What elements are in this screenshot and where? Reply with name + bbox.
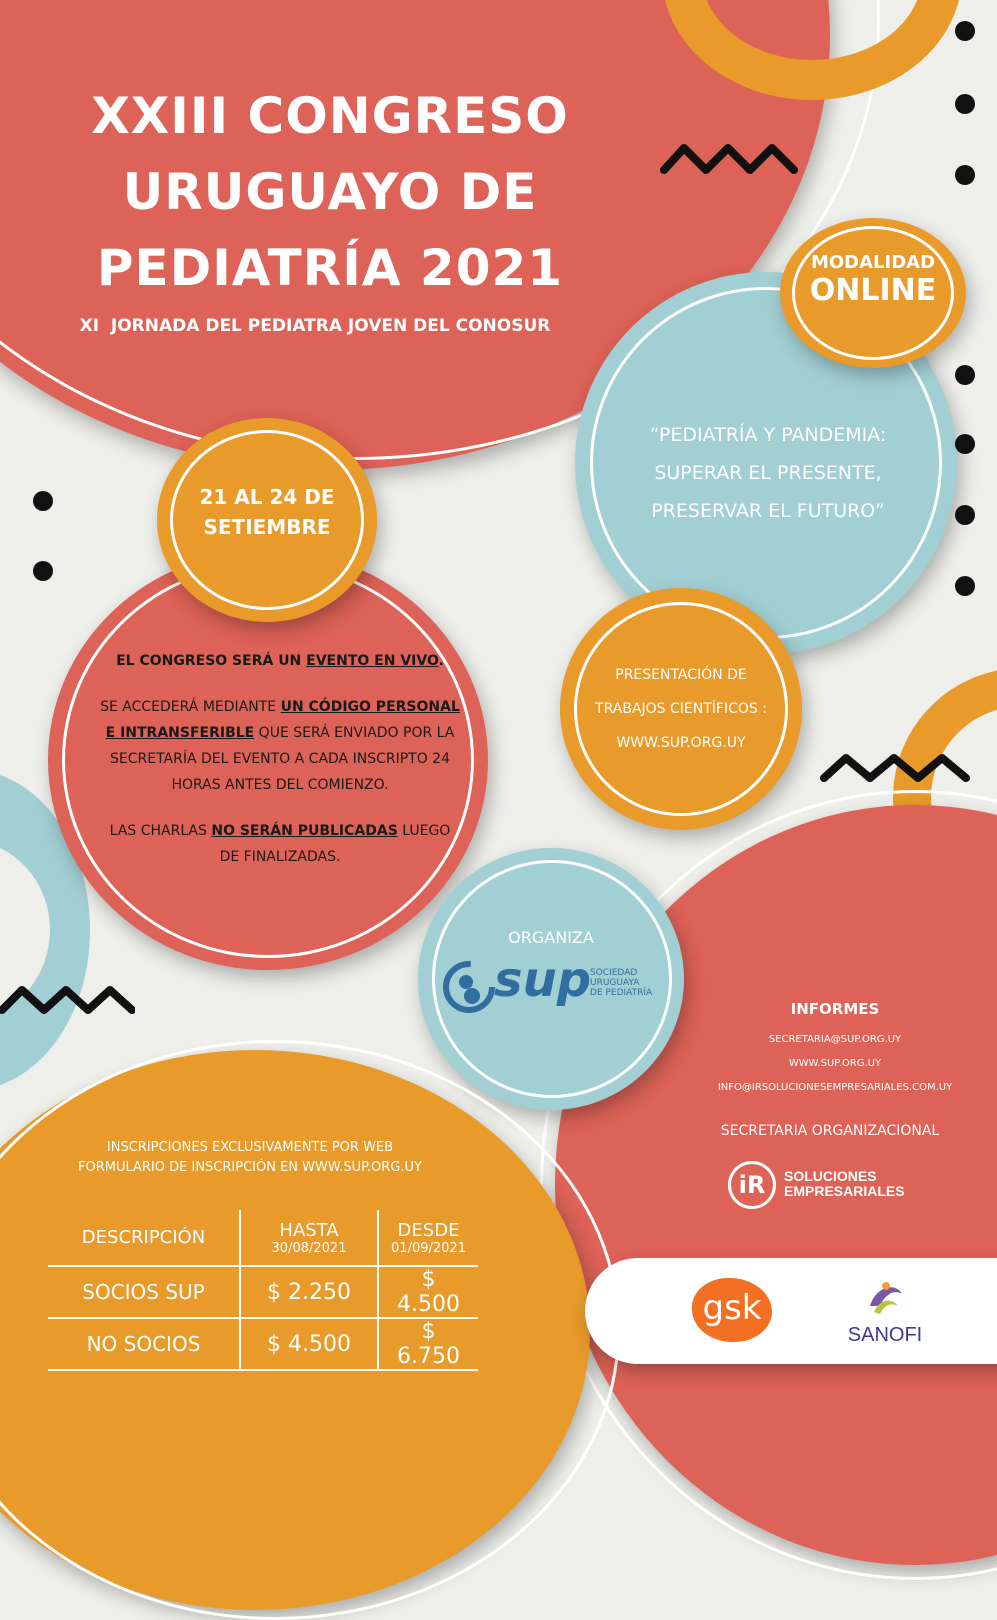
col-hasta-date: 30/08/2021 — [271, 1240, 347, 1256]
sanofi-logo-text: SANOFI — [847, 1324, 923, 1346]
row-desde: $ 6.750 — [397, 1319, 460, 1369]
ir-logo-name — [784, 1169, 905, 1199]
info-paragraph-3 — [100, 818, 460, 870]
sanofi-bird-icon — [862, 1276, 910, 1318]
secretaria-title: SECRETARIA ORGANIZACIONAL — [720, 1123, 940, 1139]
organiza-label: ORGANIZA — [508, 928, 594, 947]
dot — [955, 434, 975, 454]
table-row — [48, 1318, 478, 1370]
info-p1-c: . — [438, 653, 444, 669]
row-desc: SOCIOS SUP — [48, 1266, 240, 1318]
trabajos-line-2: TRABAJOS CIENTÍFICOS : — [595, 701, 767, 717]
col-hasta — [240, 1210, 378, 1266]
dot — [955, 576, 975, 596]
col-desde-date: 01/09/2021 — [391, 1240, 466, 1256]
title-line-3: PEDIATRÍA 2021 — [96, 239, 564, 297]
title-line-2: URUGUAYO DE — [122, 163, 538, 221]
zigzag-right — [820, 748, 970, 788]
title-line-1: XXIII CONGRESO — [91, 87, 569, 145]
info-p1-b: EVENTO EN VIVO — [306, 653, 439, 669]
ir-name-1: SOLUCIONES — [784, 1168, 877, 1184]
theme-block — [598, 416, 938, 530]
theme-line-1: “PEDIATRÍA Y PANDEMIA: — [649, 424, 887, 446]
row-desde: $ 4.500 — [397, 1267, 460, 1317]
col-descripcion: DESCRIPCIÓN — [48, 1210, 240, 1266]
info-p2-a: SE ACCEDERÁ MEDIANTE — [100, 699, 281, 715]
theme-line-3: PRESERVAR EL FUTURO” — [651, 500, 885, 522]
sup-logo-icon — [442, 960, 496, 1014]
modalidad-block — [780, 252, 966, 309]
zigzag-left — [0, 980, 135, 1020]
trabajos-link[interactable]: WWW.SUP.ORG.UY — [616, 735, 746, 751]
informes-email-1[interactable]: SECRETARIA@SUP.ORG.UY — [768, 1034, 902, 1045]
modalidad-label: MODALIDAD — [810, 252, 936, 273]
sup-logo-sub — [590, 968, 652, 998]
dot — [955, 165, 975, 185]
gsk-logo-text: gsk — [702, 1288, 762, 1328]
sanofi-logo — [830, 1276, 940, 1350]
ir-logo-mark: iR — [728, 1161, 776, 1209]
congress-title — [0, 78, 660, 306]
info-p1-a: EL CONGRESO SERÁ UN — [116, 653, 307, 669]
table-row — [48, 1266, 478, 1318]
sup-sub-2: URUGUAYA — [590, 978, 640, 988]
dates-line-1: 21 AL 24 DE — [199, 485, 335, 509]
row-desc: NO SOCIOS — [48, 1318, 240, 1370]
dot — [955, 365, 975, 385]
sup-logo — [442, 952, 672, 1018]
live-info — [100, 648, 460, 870]
inscripciones-note — [30, 1138, 470, 1178]
zigzag-top — [660, 138, 800, 178]
trabajos-line-1: PRESENTACIÓN DE — [615, 667, 747, 683]
dot — [955, 94, 975, 114]
theme-line-2: SUPERAR EL PRESENTE, — [654, 462, 882, 484]
trabajos-block — [566, 658, 796, 760]
informes-title: INFORMES — [790, 1000, 880, 1018]
price-table — [48, 1210, 478, 1371]
informes-web[interactable]: WWW.SUP.ORG.UY — [788, 1058, 882, 1069]
dot — [33, 561, 53, 581]
dot — [955, 505, 975, 525]
sup-logo-text: sup — [494, 952, 592, 1008]
dates-block — [157, 482, 377, 542]
gsk-logo — [692, 1278, 772, 1342]
ir-name-2: EMPRESARIALES — [784, 1183, 905, 1199]
row-hasta: $ 2.250 — [240, 1266, 378, 1318]
info-p3-c: LUEGO DE FINALIZADAS. — [219, 823, 451, 865]
info-p3-b: NO SERÁN PUBLICADAS — [211, 823, 398, 839]
info-p2-b: UN CÓDIGO PERSONAL E INTRANSFERIBLE — [105, 699, 460, 741]
subtitle: XI JORNADA DEL PEDIATRA JOVEN DEL CONOSUR — [79, 316, 551, 336]
info-p2-c: QUE SERÁ ENVIADO POR LA SECRETARÍA DEL EVENTO A CADA INSCRIPTO 24 HORAS ANTES DEL COMIENZO. — [110, 725, 455, 793]
informes-email-2[interactable]: INFO@IRSOLUCIONESEMPRESARIALES.COM.UY — [717, 1082, 953, 1093]
col-desde-label: DESDE — [397, 1219, 460, 1241]
modalidad-value: ONLINE — [809, 273, 937, 308]
info-paragraph-2 — [100, 694, 460, 798]
sup-sub-3: DE PEDIATRÍA — [590, 988, 653, 998]
info-p3-a: LAS CHARLAS — [109, 823, 212, 839]
sup-sub-1: SOCIEDAD — [590, 968, 638, 978]
inscripciones-line-1: INSCRIPCIONES EXCLUSIVAMENTE POR WEB — [106, 1140, 394, 1155]
col-hasta-label: HASTA — [279, 1219, 339, 1241]
inscripciones-line-2: FORMULARIO DE INSCRIPCIÓN EN WWW.SUP.ORG.UY — [77, 1160, 422, 1175]
dot — [33, 491, 53, 511]
ir-logo — [728, 1161, 948, 1217]
dates-line-2: SETIEMBRE — [203, 515, 331, 539]
dot — [955, 21, 975, 41]
info-paragraph-1 — [100, 648, 460, 674]
col-desde — [378, 1210, 478, 1266]
informes-contacts — [680, 1028, 990, 1100]
row-hasta: $ 4.500 — [240, 1318, 378, 1370]
